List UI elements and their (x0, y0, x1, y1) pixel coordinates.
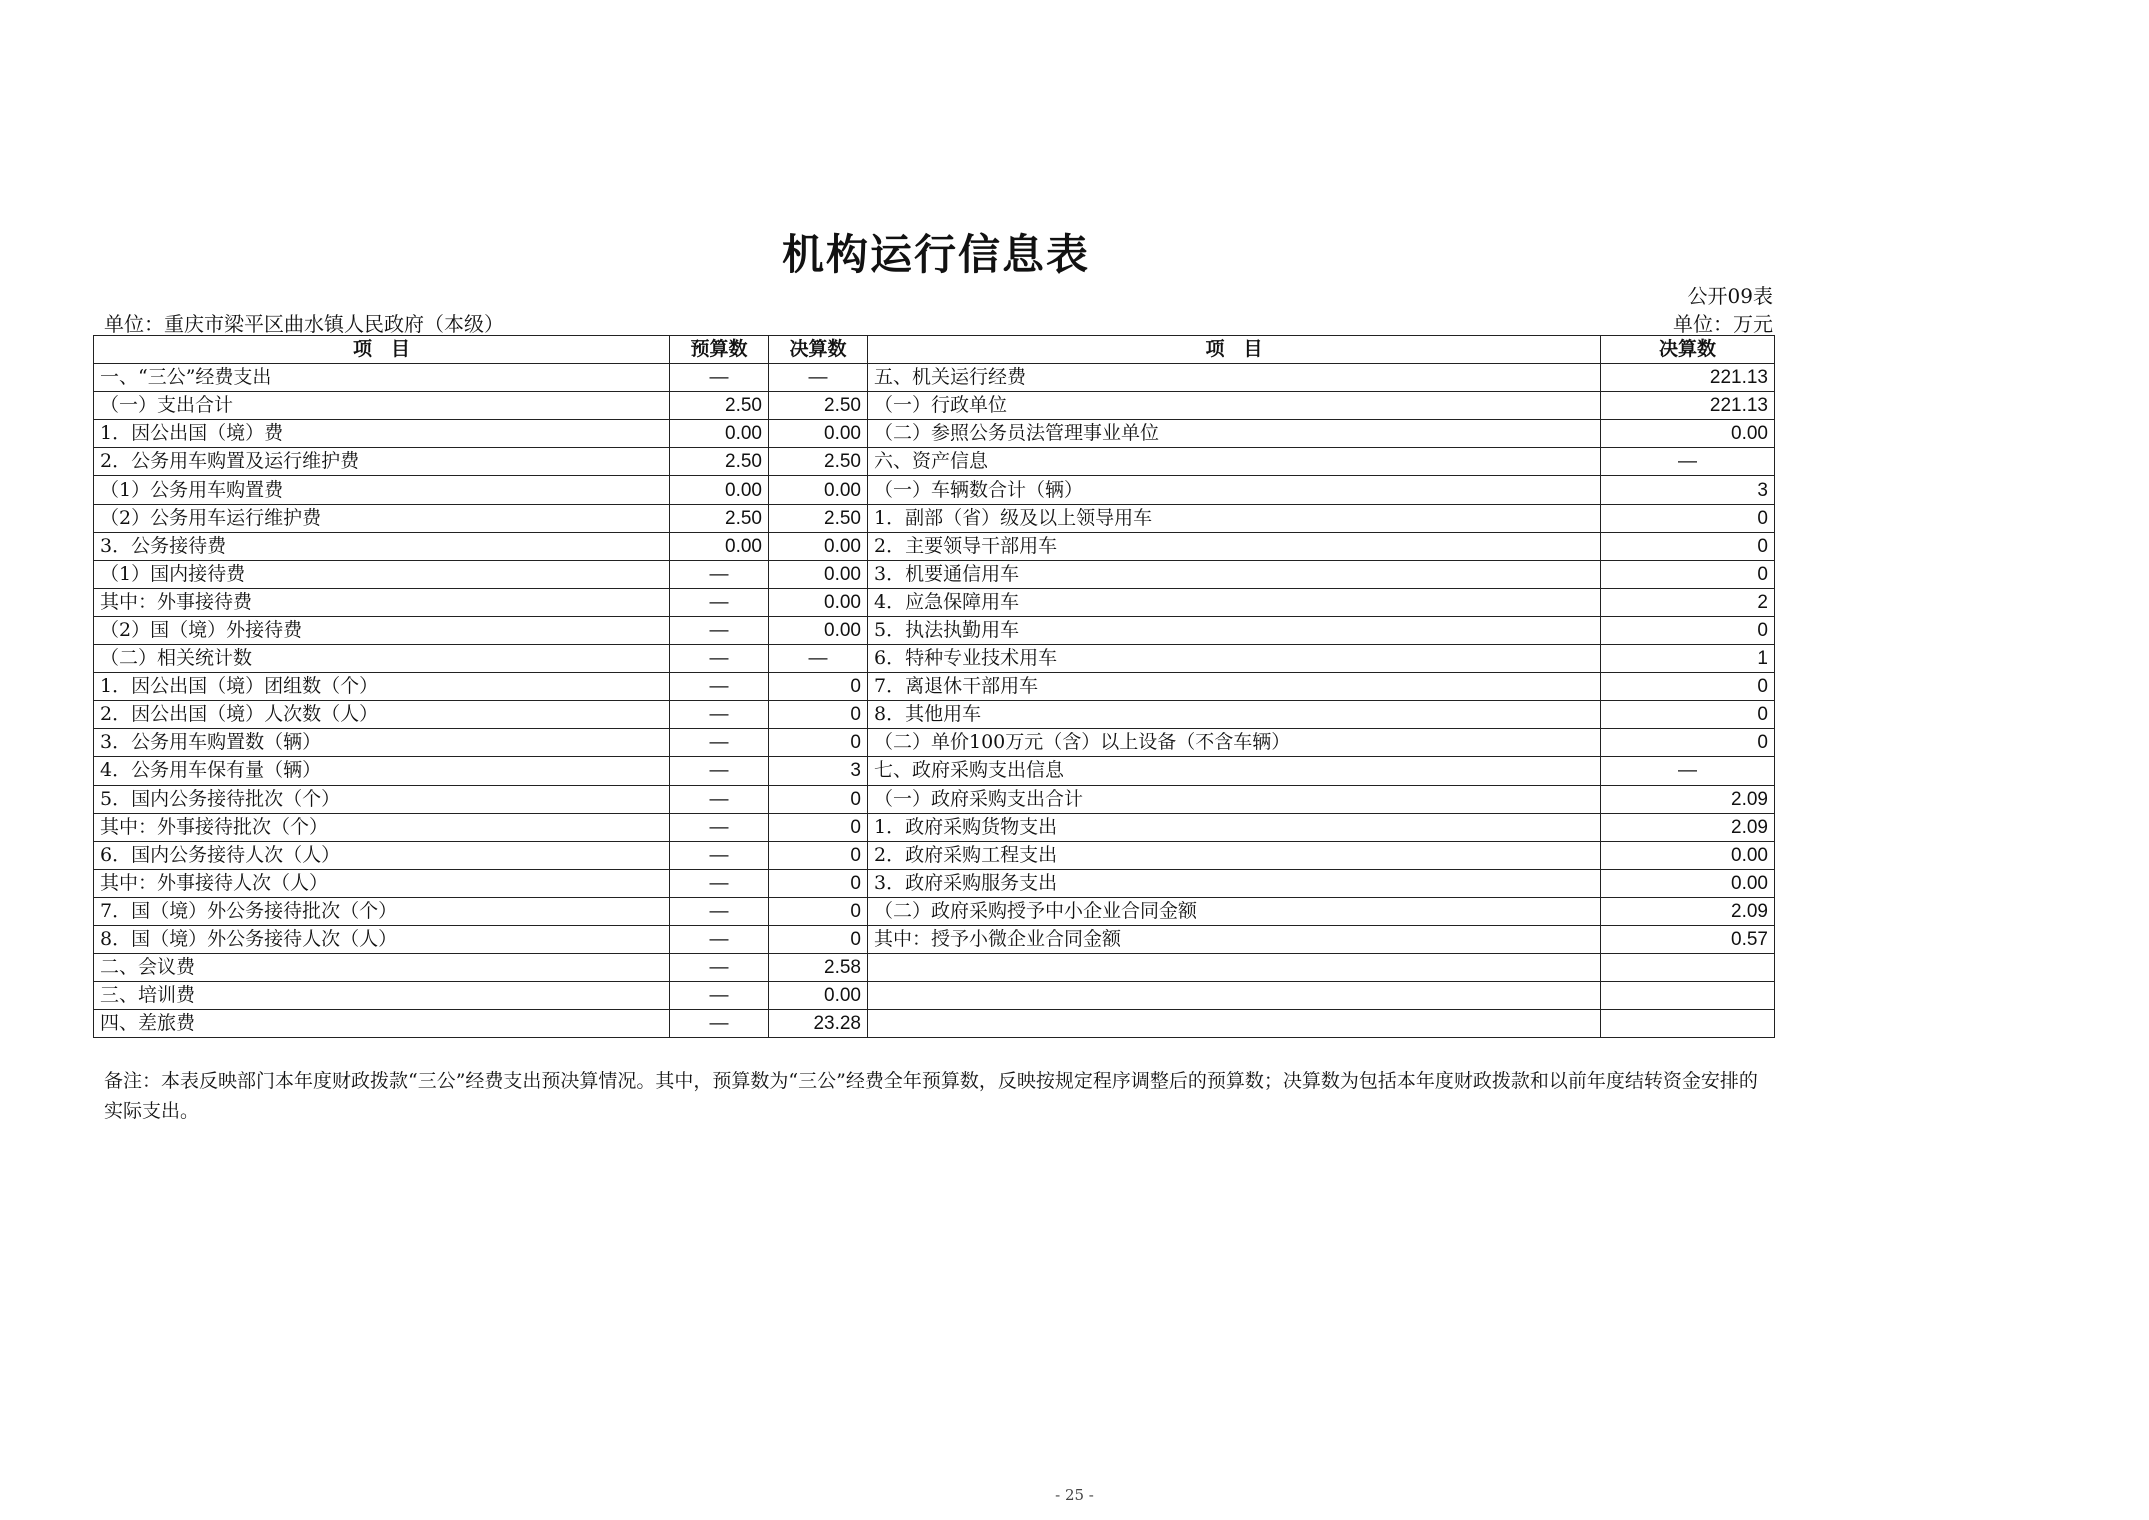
budget-value: 0.00 (670, 420, 769, 448)
final-value-right: 0 (1601, 729, 1775, 757)
item-label: 四、差旅费 (94, 1010, 670, 1038)
item-label-right: 8．其他用车 (868, 701, 1601, 729)
table-row (94, 392, 1775, 420)
item-label-right (868, 1010, 1601, 1038)
final-value-right: 0.00 (1601, 420, 1775, 448)
final-value-right (1601, 1010, 1775, 1038)
item-label: 一、“三公”经费支出 (94, 364, 670, 392)
final-value: 3 (769, 757, 868, 785)
item-label-right: 五、机关运行经费 (868, 364, 1601, 392)
table-row (94, 616, 1775, 644)
page-title: 机构运行信息表 (781, 230, 1090, 279)
final-value: 2.50 (769, 504, 868, 532)
table-row (94, 925, 1775, 953)
item-label-right: 2．主要领导干部用车 (868, 532, 1601, 560)
organization-unit: 单位：重庆市梁平区曲水镇人民政府（本级） (104, 312, 504, 336)
final-value-right: 0 (1601, 673, 1775, 701)
final-value: 0.00 (769, 532, 868, 560)
form-number: 公开09表 (1687, 284, 1773, 308)
table-row (94, 1010, 1775, 1038)
final-value: 0.00 (769, 560, 868, 588)
table-row (94, 785, 1775, 813)
table-row (94, 729, 1775, 757)
final-value-right: — (1601, 448, 1775, 476)
item-label: （1）公务用车购置费 (94, 476, 670, 504)
table-row (94, 532, 1775, 560)
item-label-right: 1．政府采购货物支出 (868, 813, 1601, 841)
final-value: — (769, 364, 868, 392)
budget-value: — (670, 813, 769, 841)
header-item-right: 项 目 (868, 336, 1601, 364)
item-label: 二、会议费 (94, 954, 670, 982)
item-label-right: 3．政府采购服务支出 (868, 869, 1601, 897)
item-label: （二）相关统计数 (94, 645, 670, 673)
final-value: 2.50 (769, 392, 868, 420)
operation-info-table (93, 335, 1775, 1038)
table-row (94, 560, 1775, 588)
item-label: 6．国内公务接待人次（人） (94, 841, 670, 869)
item-label: 三、培训费 (94, 982, 670, 1010)
item-label-right: （一）政府采购支出合计 (868, 785, 1601, 813)
table-row (94, 645, 1775, 673)
money-unit: 单位：万元 (1673, 312, 1773, 336)
budget-value: — (670, 841, 769, 869)
final-value: 2.58 (769, 954, 868, 982)
final-value: 0 (769, 813, 868, 841)
final-value-right: 0.00 (1601, 841, 1775, 869)
budget-value: — (670, 757, 769, 785)
final-value: 2.50 (769, 448, 868, 476)
final-value: 0 (769, 701, 868, 729)
item-label-right: 6．特种专业技术用车 (868, 645, 1601, 673)
header-final: 决算数 (769, 336, 868, 364)
page-number: - 25 - (1055, 1486, 1094, 1504)
final-value: 23.28 (769, 1010, 868, 1038)
table-header-row (94, 336, 1775, 364)
final-value-right: 0.00 (1601, 869, 1775, 897)
final-value: 0.00 (769, 616, 868, 644)
table-note: 备注：本表反映部门本年度财政拨款“三公”经费支出预决算情况。其中，预算数为“三公”经费全年预算数，反映按规定程序调整后的预算数；决算数为包括本年度财政拨款和以前年度结转资金安排的实际支出。 (104, 1070, 1758, 1122)
final-value-right: 3 (1601, 476, 1775, 504)
final-value: 0 (769, 897, 868, 925)
header-budget: 预算数 (670, 336, 769, 364)
item-label: （1）国内接待费 (94, 560, 670, 588)
item-label: 7．国（境）外公务接待批次（个） (94, 897, 670, 925)
budget-value: — (670, 364, 769, 392)
item-label: 3．公务用车购置数（辆） (94, 729, 670, 757)
budget-value: — (670, 785, 769, 813)
item-label: 8．国（境）外公务接待人次（人） (94, 925, 670, 953)
final-value: 0.00 (769, 476, 868, 504)
final-value-right: 0 (1601, 560, 1775, 588)
final-value: 0.00 (769, 982, 868, 1010)
item-label: 5．国内公务接待批次（个） (94, 785, 670, 813)
budget-value: 2.50 (670, 504, 769, 532)
final-value-right: 2.09 (1601, 785, 1775, 813)
item-label: 2．因公出国（境）人次数（人） (94, 701, 670, 729)
item-label-right: 4．应急保障用车 (868, 588, 1601, 616)
table-row (94, 982, 1775, 1010)
final-value-right: 2 (1601, 588, 1775, 616)
table-row (94, 897, 1775, 925)
budget-value: — (670, 954, 769, 982)
item-label-right: （一）行政单位 (868, 392, 1601, 420)
budget-value: — (670, 560, 769, 588)
final-value: 0 (769, 673, 868, 701)
table-row (94, 364, 1775, 392)
item-label-right: 其中：授予小微企业合同金额 (868, 925, 1601, 953)
budget-value: 0.00 (670, 476, 769, 504)
item-label-right: 1．副部（省）级及以上领导用车 (868, 504, 1601, 532)
final-value-right: 0.57 (1601, 925, 1775, 953)
item-label-right: （一）车辆数合计（辆） (868, 476, 1601, 504)
table-row (94, 757, 1775, 785)
budget-value: — (670, 588, 769, 616)
budget-value: 2.50 (670, 448, 769, 476)
table-row (94, 869, 1775, 897)
final-value-right: 221.13 (1601, 364, 1775, 392)
final-value-right: 221.13 (1601, 392, 1775, 420)
budget-value: — (670, 701, 769, 729)
budget-value: — (670, 869, 769, 897)
table-row (94, 420, 1775, 448)
budget-value: — (670, 925, 769, 953)
final-value-right (1601, 982, 1775, 1010)
item-label: （2）国（境）外接待费 (94, 616, 670, 644)
final-value-right: 2.09 (1601, 897, 1775, 925)
item-label-right: 3．机要通信用车 (868, 560, 1601, 588)
table-row (94, 701, 1775, 729)
item-label-right: （二）单价100万元（含）以上设备（不含车辆） (868, 729, 1601, 757)
final-value-right: 0 (1601, 701, 1775, 729)
final-value: 0 (769, 841, 868, 869)
budget-value: — (670, 1010, 769, 1038)
table-row (94, 588, 1775, 616)
final-value: — (769, 645, 868, 673)
table-row (94, 673, 1775, 701)
item-label-right: 7．离退休干部用车 (868, 673, 1601, 701)
item-label: 1．因公出国（境）团组数（个） (94, 673, 670, 701)
final-value: 0.00 (769, 420, 868, 448)
header-final-right: 决算数 (1601, 336, 1775, 364)
budget-value: — (670, 645, 769, 673)
item-label: 4．公务用车保有量（辆） (94, 757, 670, 785)
item-label: （一）支出合计 (94, 392, 670, 420)
item-label-right (868, 982, 1601, 1010)
item-label: 3．公务接待费 (94, 532, 670, 560)
item-label-right: 六、资产信息 (868, 448, 1601, 476)
budget-value: 2.50 (670, 392, 769, 420)
final-value-right: 0 (1601, 532, 1775, 560)
item-label: （2）公务用车运行维护费 (94, 504, 670, 532)
item-label: 1．因公出国（境）费 (94, 420, 670, 448)
item-label-right (868, 954, 1601, 982)
item-label: 其中：外事接待费 (94, 588, 670, 616)
budget-value: 0.00 (670, 532, 769, 560)
table-row (94, 448, 1775, 476)
item-label-right: （二）参照公务员法管理事业单位 (868, 420, 1601, 448)
item-label: 2．公务用车购置及运行维护费 (94, 448, 670, 476)
item-label-right: 5．执法执勤用车 (868, 616, 1601, 644)
table-row (94, 504, 1775, 532)
budget-value: — (670, 897, 769, 925)
final-value: 0.00 (769, 588, 868, 616)
budget-value: — (670, 616, 769, 644)
header-item: 项 目 (94, 336, 670, 364)
final-value-right: 2.09 (1601, 813, 1775, 841)
item-label-right: 2．政府采购工程支出 (868, 841, 1601, 869)
budget-value: — (670, 982, 769, 1010)
budget-value: — (670, 729, 769, 757)
final-value: 0 (769, 729, 868, 757)
item-label: 其中：外事接待批次（个） (94, 813, 670, 841)
final-value-right: 1 (1601, 645, 1775, 673)
final-value-right: 0 (1601, 616, 1775, 644)
item-label: 其中：外事接待人次（人） (94, 869, 670, 897)
final-value-right: 0 (1601, 504, 1775, 532)
table-row (94, 813, 1775, 841)
final-value-right (1601, 954, 1775, 982)
table-row (94, 476, 1775, 504)
final-value-right: — (1601, 757, 1775, 785)
final-value: 0 (769, 785, 868, 813)
table-row (94, 954, 1775, 982)
final-value: 0 (769, 869, 868, 897)
table-row (94, 841, 1775, 869)
item-label-right: （二）政府采购授予中小企业合同金额 (868, 897, 1601, 925)
budget-value: — (670, 673, 769, 701)
final-value: 0 (769, 925, 868, 953)
item-label-right: 七、政府采购支出信息 (868, 757, 1601, 785)
